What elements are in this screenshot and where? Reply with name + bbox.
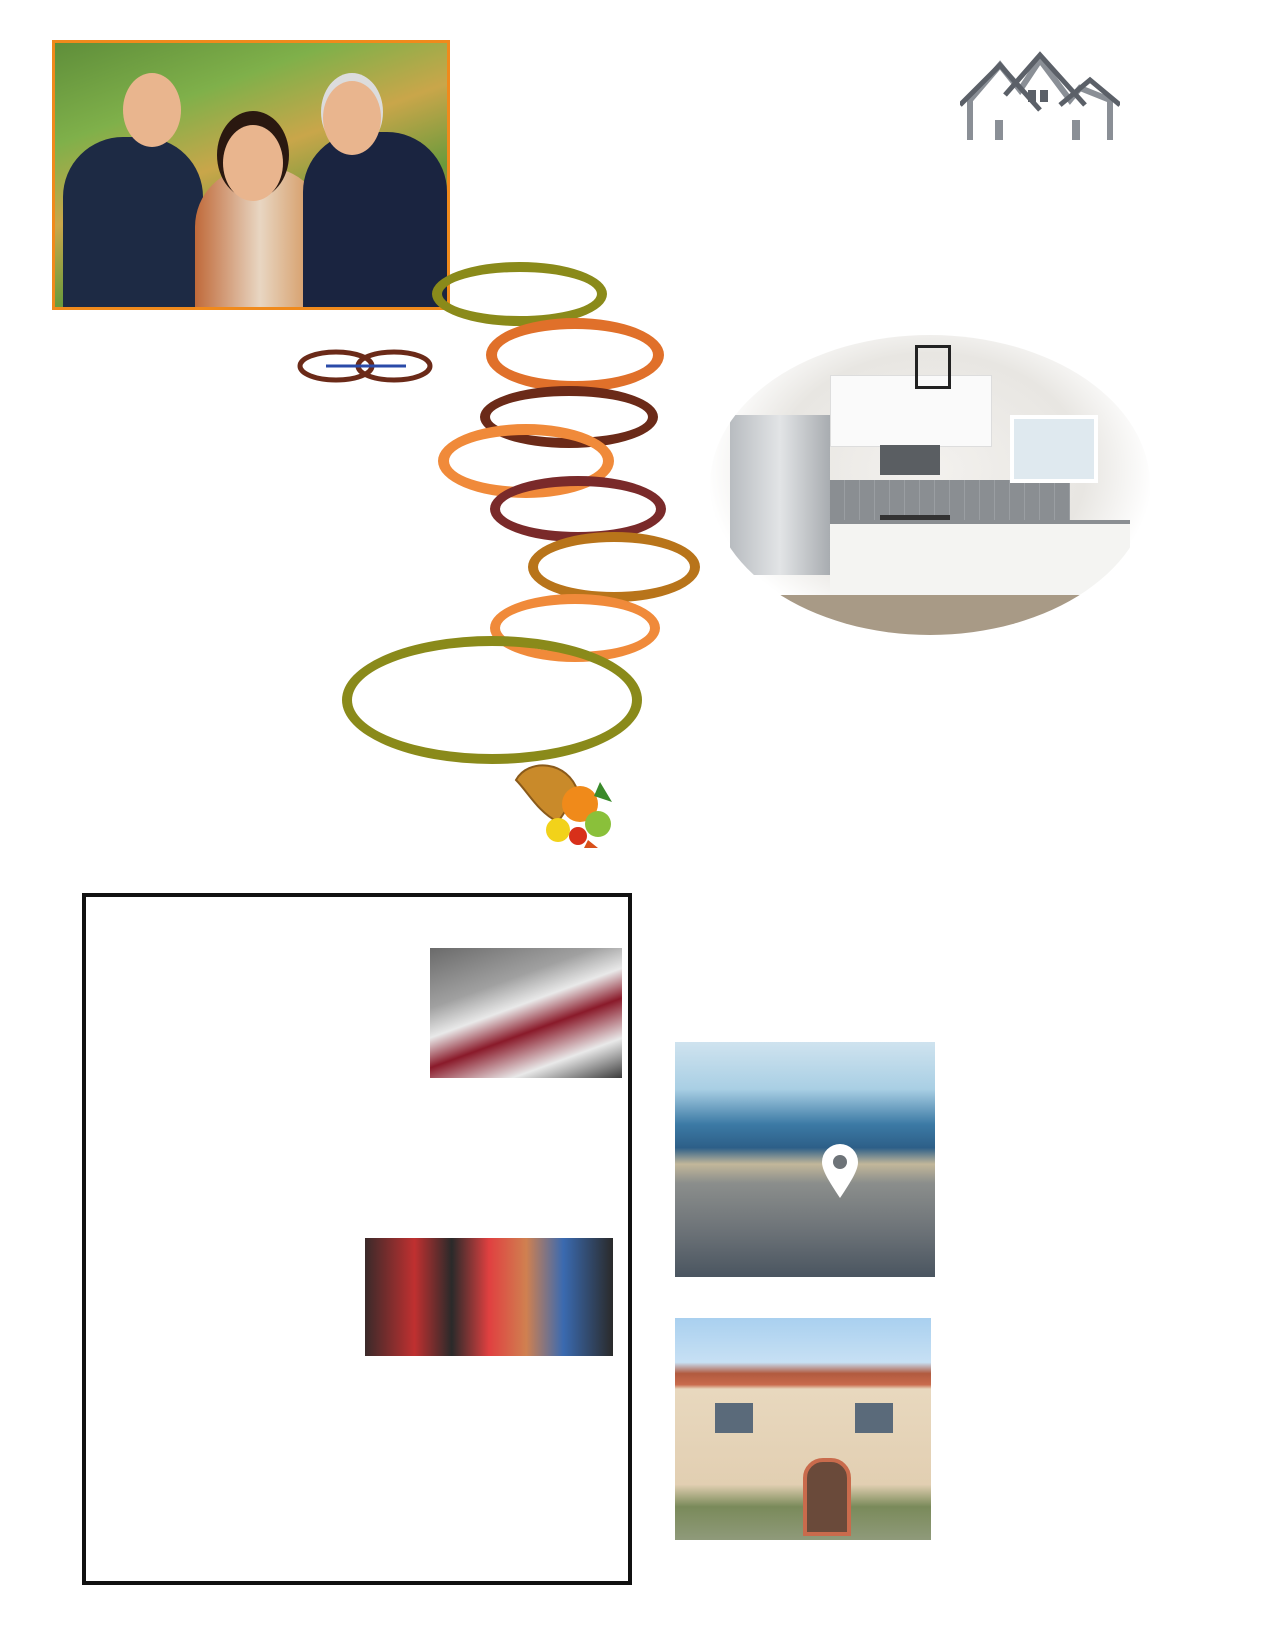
chain-ring-a [490, 476, 666, 542]
microwave [880, 445, 940, 475]
arched-door [803, 1458, 851, 1536]
person-joe [303, 132, 447, 307]
fridge [730, 415, 830, 575]
bayview-aerial-photo [675, 1042, 935, 1277]
head-joe [323, 81, 381, 155]
head-kris [223, 125, 283, 201]
cabinets-lower [830, 520, 1130, 599]
seven-gables-house-icon [960, 50, 1120, 145]
cabinets-upper [830, 375, 992, 447]
thank-you-oval [342, 636, 642, 764]
house-border-bottom [645, 1570, 1205, 1592]
chain-link-icon [296, 348, 436, 384]
window [715, 1403, 753, 1433]
kitchen-photo [710, 335, 1150, 635]
cornucopia-icon [508, 752, 620, 848]
scholarship-group-photo [365, 1238, 613, 1356]
pendant-light [915, 345, 951, 389]
house-border-top [645, 890, 1205, 912]
chain-ring-your [432, 262, 607, 326]
floor [710, 595, 1150, 635]
team-photo [52, 40, 450, 310]
window [1010, 415, 1098, 483]
chain-ring-better [528, 532, 700, 602]
football-photo [430, 948, 622, 1078]
head-nick [123, 73, 181, 147]
house-border-left [645, 912, 671, 1570]
bolsa-building-photo [675, 1318, 931, 1540]
chain-ring-link [486, 318, 664, 392]
map-pin-icon [820, 1142, 860, 1200]
window [855, 1403, 893, 1433]
backsplash [830, 480, 1070, 520]
person-nick [63, 137, 203, 307]
house-border-right [1179, 912, 1205, 1570]
